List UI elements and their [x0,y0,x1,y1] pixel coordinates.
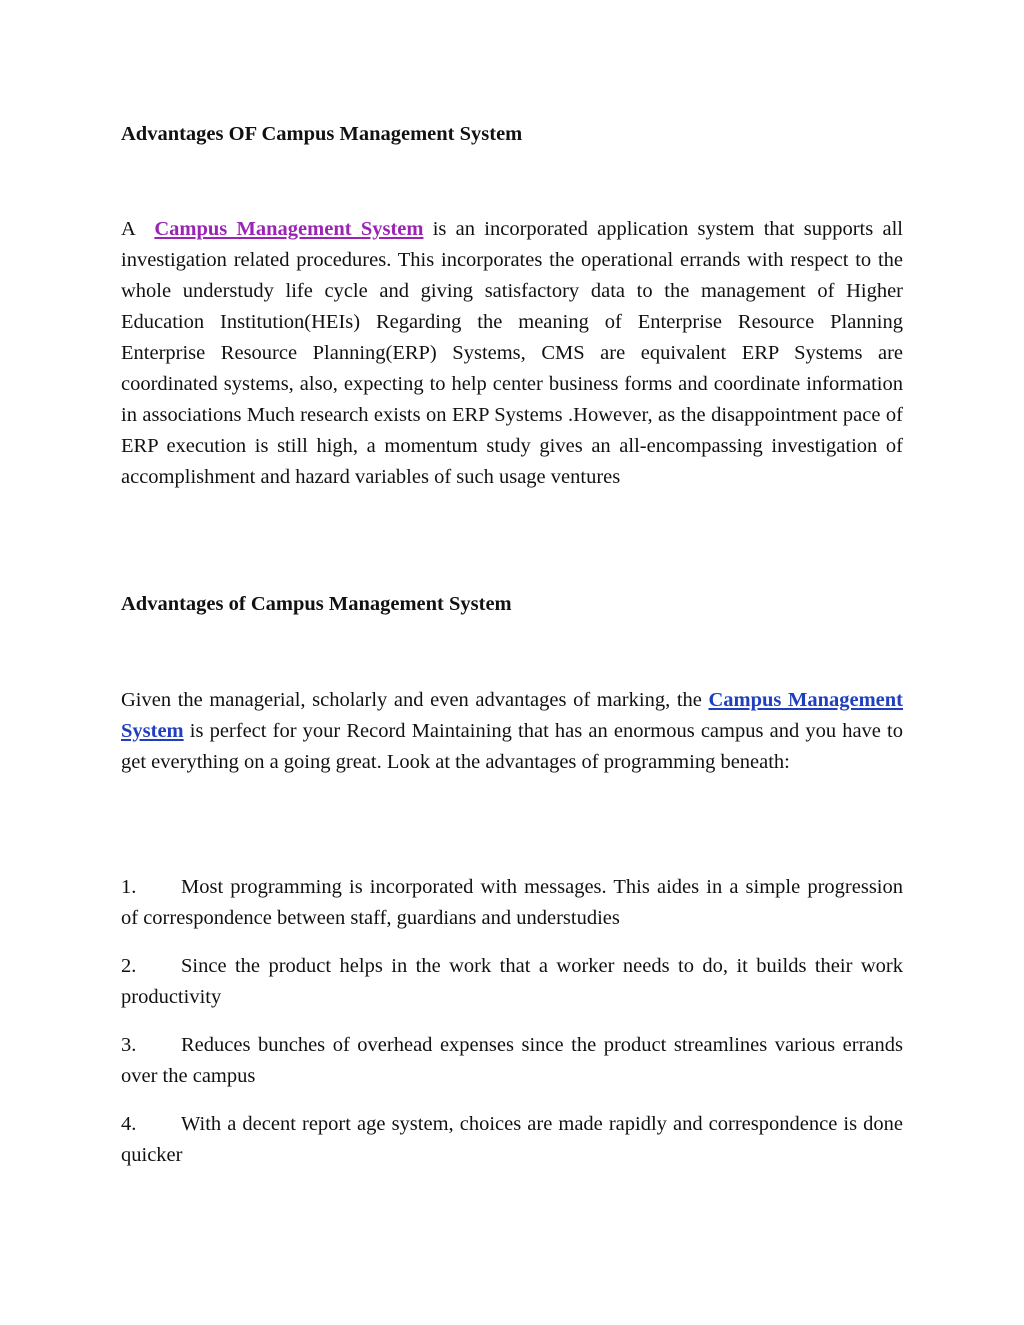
list-item-text: Since the product helps in the work that a worker needs to do, it builds their work productivity [121,955,903,1008]
campus-management-system-link[interactable]: Campus Management System [154,218,424,240]
list-item [121,1030,903,1092]
advantages-prefix: Given the managerial, scholarly and even advantages of marking, the [121,689,709,711]
list-item-text: Reduces bunches of overhead expenses since the product streamlines various errands over the campus [121,1034,903,1087]
list-item-text: With a decent report age system, choices are made rapidly and correspondence is done quicker [121,1113,903,1166]
campus-management-system-link-2[interactable]: Campus Management System [121,689,903,742]
intro-prefix: A [121,218,136,240]
intro-body: is an incorporated application system that supports all investigation related procedures. This incorporates the operational errands with respect to the whole understudy life cycle and giving satisfactory data to the management of Higher Education Institution(HEIs) Regarding the meaning of Enterprise Resource Planning Enterprise Resource Planning(ERP) Systems, CMS are equivalent ERP Systems are coordinated systems, also, expecting to help center business forms and coordinate information in associations Much research exists on ERP Systems .However, as the disappointment pace of ERP execution is still high, a momentum study gives an all-encompassing investigation of accomplishment and hazard variables of such usage ventures [121,218,903,488]
list-item [121,951,903,1013]
advantages-paragraph [121,685,903,778]
list-item [121,1109,903,1171]
page-title: Advantages OF Campus Management System [121,123,523,145]
advantages-body: is perfect for your Record Maintaining that has an enormous campus and you have to get everything on a going great. Look at the advantages of programming beneath: [121,720,903,773]
list-item-number: 1. [121,876,137,898]
list-item-text: Most programming is incorporated with messages. This aides in a simple progression of correspondence between staff, guardians and understudies [121,876,903,929]
section-heading: Advantages of Campus Management System [121,593,512,615]
list-item-number: 3. [121,1034,137,1056]
list-item-number: 4. [121,1113,137,1135]
list-item-number: 2. [121,955,137,977]
intro-paragraph [121,214,903,493]
list-item [121,872,903,934]
